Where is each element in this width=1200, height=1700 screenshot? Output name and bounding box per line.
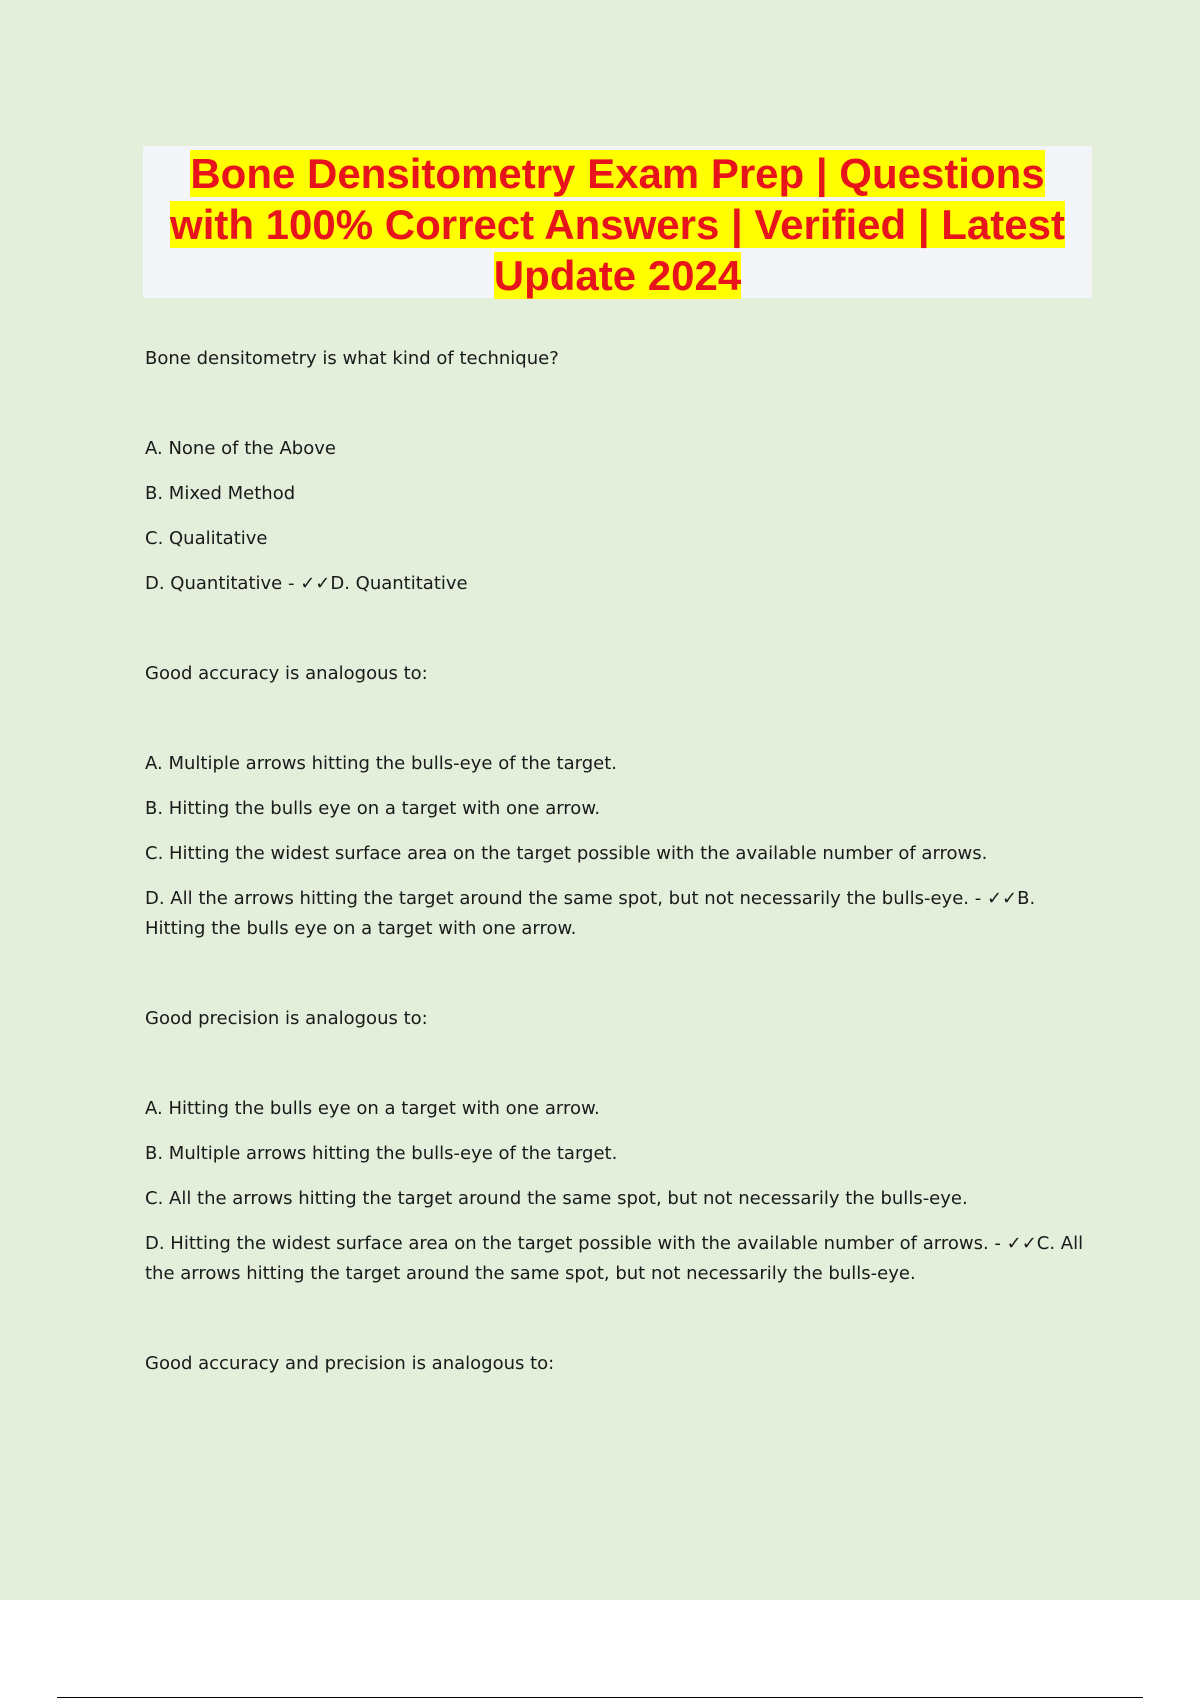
footer-divider: [57, 1697, 1143, 1698]
question-block-2: [145, 659, 1100, 944]
option-item: A. Hitting the bulls eye on a target with one arrow.: [145, 1098, 600, 1119]
option-item: A. None of the Above: [145, 438, 336, 459]
option-item: C. Qualitative: [145, 528, 268, 549]
title-banner: [143, 146, 1092, 298]
option-item: C. Hitting the widest surface area on the target possible with the available number of arrows.: [145, 843, 988, 864]
option-item-with-answer: D. Quantitative - ✓✓D. Quantitative: [145, 573, 468, 594]
option-list: [145, 1094, 1100, 1289]
document-title: [143, 146, 1092, 301]
option-list: [145, 749, 1100, 944]
option-item: B. Mixed Method: [145, 483, 296, 504]
question-block-3: [145, 1004, 1100, 1289]
option-item-with-answer: D. Hitting the widest surface area on the target possible with the available number of arrows. - ✓✓C. All the arrows hitting the target around the same spot, but not necessarily the bulls-eye.: [145, 1233, 1084, 1284]
questions-list: [145, 344, 1100, 1439]
option-item: B. Multiple arrows hitting the bulls-eye of the target.: [145, 1143, 618, 1164]
question-block-4: [145, 1349, 1100, 1379]
question-text: Good precision is analogous to:: [145, 1008, 428, 1029]
option-item-with-answer: D. All the arrows hitting the target around the same spot, but not necessarily the bulls-eye. - ✓✓B. Hitting the bulls eye on a target with one arrow.: [145, 888, 1036, 939]
question-text: Good accuracy and precision is analogous to:: [145, 1353, 555, 1374]
option-item: C. All the arrows hitting the target around the same spot, but not necessarily the bulls-eye.: [145, 1188, 968, 1209]
option-item: B. Hitting the bulls eye on a target with one arrow.: [145, 798, 601, 819]
document-title-text: Bone Densitometry Exam Prep | Questions with 100% Correct Answers | Verified | Latest Update 2024: [170, 150, 1065, 299]
option-item: A. Multiple arrows hitting the bulls-eye of the target.: [145, 753, 617, 774]
question-text: Good accuracy is analogous to:: [145, 663, 428, 684]
question-block-1: [145, 344, 1100, 599]
question-text: Bone densitometry is what kind of technique?: [145, 348, 559, 369]
option-list: [145, 434, 1100, 599]
